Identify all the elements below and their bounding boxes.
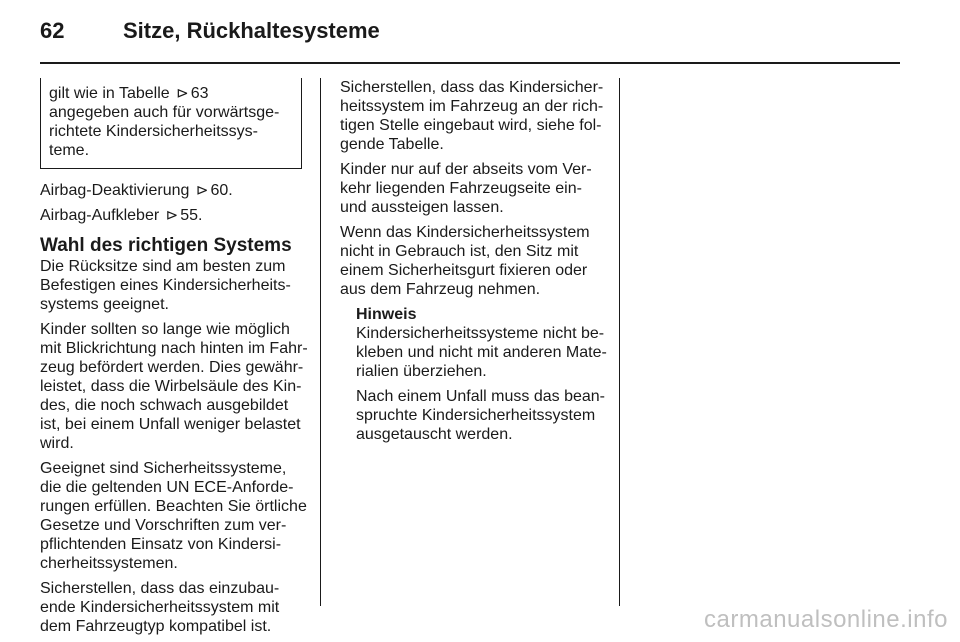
page-reference[interactable]: 60. [210,182,233,199]
paragraph: Sicherstellen, dass das einzubau- ende Kindersicherheitssystem mit dem Fahrzeugtyp kompatibel ist. [40,580,280,635]
paragraph: Kinder nur auf der abseits vom Ver- kehr liegenden Fahrzeugseite ein- und aussteigen lassen. [340,161,592,216]
page-reference[interactable]: 55. [180,207,203,224]
right-column [340,78,607,450]
subsection-heading: Wahl des richtigen Systems [40,235,292,256]
left-column [40,78,308,642]
page-reference[interactable]: 63 [190,85,209,102]
page-reference-icon: ⊳ [195,182,209,199]
paragraph: Sicherstellen, dass das Kindersicher- heitssystem im Fahrzeug an der rich- tigen Stelle eingebaut wird, siehe fol- gende Tabelle. [340,79,604,153]
section-title: Sitze, Rückhaltesysteme [123,18,380,43]
column-divider-left [320,78,321,606]
watermark: carmanualsonline.info [704,606,948,633]
paragraph: Die Rücksitze sind am besten zum Befestigen eines Kindersicherheits- systems geeignet. [40,258,291,313]
column-divider-right [619,78,620,606]
info-box [40,78,302,169]
note-title: Hinweis [356,306,417,323]
paragraph: Wenn das Kindersicherheitssystem nicht in Gebrauch ist, den Sitz mit einem Sicherheitsgurt fixieren oder aus dem Fahrzeug nehmen. [340,224,590,298]
cross-reference: Airbag-Deaktivierung ⊳ 60. [40,182,233,199]
page-reference-icon: ⊳ [176,85,189,102]
page-number: 62 [40,18,65,43]
box-line: richtete Kindersicherheitssys- [49,123,258,140]
box-line: teme. [49,142,90,159]
note-paragraph: Nach einem Unfall muss das bean- spruchte Kindersicherheitssystem ausgetauscht werden. [356,388,606,443]
box-line: gilt wie in Tabelle ⊳ 63 [49,85,209,102]
paragraph: Geeignet sind Sicherheitssysteme, die die geltenden UN ECE-Anforde- rungen erfüllen. Beachten Sie örtliche Gesetze und Vorschriften zum ver- pflichtenden Einsatz von Kindersi- cherheitssystemen. [40,460,307,572]
cross-reference: Airbag-Aufkleber ⊳ 55. [40,207,203,224]
note-paragraph: Kindersicherheitssysteme nicht be- kleben und nicht mit anderen Mate- rialien überziehen. [356,325,607,380]
note-block [340,305,607,444]
paragraph: Kinder sollten so lange wie möglich mit Blickrichtung nach hinten im Fahr- zeug befördert werden. Dies gewähr- leistet, dass die Wirbelsäule des Kin- des, die noch schwach ausgebildet ist, bei einem Unfall weniger belastet wird. [40,321,308,452]
page-header [40,10,900,50]
header-rule [40,62,900,64]
page-reference-icon: ⊳ [165,207,179,224]
box-line: angegeben auch für vorwärtsge- [49,104,280,121]
